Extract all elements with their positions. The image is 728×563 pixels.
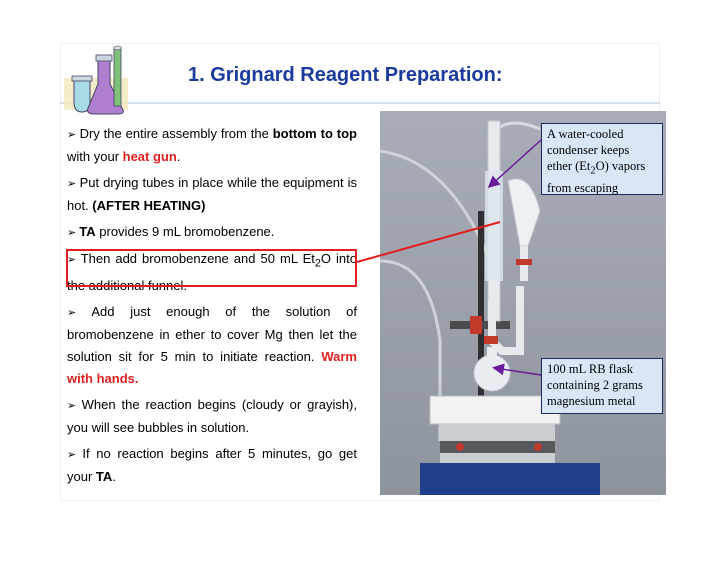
- text-run: heat gun: [122, 149, 177, 164]
- bullet-item: [67, 394, 357, 439]
- condenser-callout: [541, 123, 663, 195]
- bullet-arrow-icon: ➢: [67, 399, 82, 412]
- text-run: .: [112, 468, 116, 484]
- text-run: Dry the entire assembly from the: [79, 126, 273, 141]
- text-run: A water-cooled condenser keeps ether (Et: [547, 127, 630, 173]
- bullet-item: [67, 301, 357, 390]
- instruction-list: [67, 123, 357, 492]
- text-run: 100 mL RB flask containing 2 grams magnesium metal: [547, 362, 643, 408]
- text-run: Then add bromobenzene and 50 mL Et: [80, 251, 315, 266]
- text-run: TA: [79, 224, 96, 239]
- text-run: (AFTER HEATING): [92, 198, 206, 213]
- frame-line-top: [60, 43, 660, 44]
- text-run: provides 9 mL bromobenzene.: [95, 224, 275, 239]
- highlight-box: [66, 249, 357, 287]
- text-run: Put drying tubes in place while the equipment is hot.: [67, 175, 357, 213]
- bullet-arrow-icon: ➢: [67, 227, 80, 239]
- bullet-arrow-icon: ➢: [67, 129, 80, 141]
- bullet-item: [67, 123, 357, 168]
- bullet-item: [67, 221, 357, 244]
- frame-line-bottom: [60, 500, 660, 501]
- flask-callout: [541, 358, 663, 414]
- bullet-arrow-icon: ➢: [67, 178, 80, 190]
- lab-flasks-icon: [60, 40, 130, 118]
- text-run: bottom to top: [272, 126, 357, 141]
- title-underline: [60, 102, 660, 104]
- text-run: 2: [590, 165, 596, 177]
- text-run: If no reaction begins after 5 minutes, go get your: [67, 445, 357, 484]
- text-run: TA: [95, 468, 113, 484]
- page-title: 1. Grignard Reagent Preparation:: [188, 64, 503, 86]
- bullet-arrow-icon: ➢: [67, 448, 83, 461]
- text-run: Warm with hands.: [67, 348, 357, 386]
- text-run: with your: [67, 149, 123, 164]
- bullet-arrow-icon: ➢: [67, 306, 92, 319]
- bullet-item: [67, 172, 357, 217]
- text-run: O) vapors from escaping: [547, 159, 646, 195]
- bullet-item: [67, 443, 357, 488]
- text-run: .: [176, 149, 181, 164]
- text-run: When the reaction begins (cloudy or grayish), you will see bubbles in solution.: [67, 396, 358, 435]
- text-run: Add just enough of the solution of bromobenzene in ether to cover Mg then let the solution sit for 5 min to initiate reaction.: [67, 303, 357, 364]
- text-run: O into the additional funnel.: [67, 251, 357, 293]
- text-run: 2: [314, 257, 321, 270]
- bullet-arrow-icon: ➢: [67, 254, 81, 266]
